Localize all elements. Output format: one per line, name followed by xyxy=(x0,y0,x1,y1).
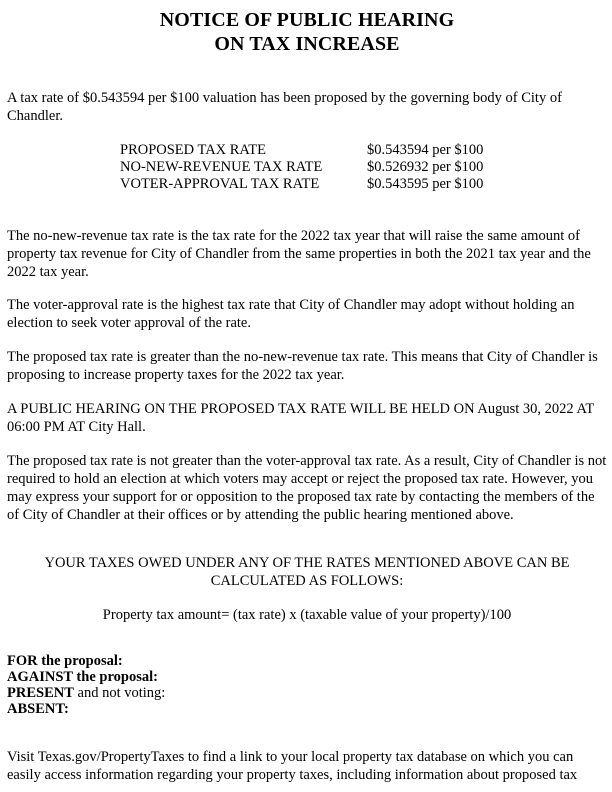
rate-row-no-new-revenue xyxy=(120,159,540,176)
vote-for xyxy=(7,653,607,669)
visit-paragraph: Visit Texas.gov/PropertyTaxes to find a link to your local property tax database on which you can easily access information regarding your property taxes, including information about proposed tax xyxy=(7,749,578,783)
vote-against xyxy=(7,669,607,685)
notice-page xyxy=(7,0,607,783)
rate-value: $0.543595 per $100 xyxy=(367,176,484,192)
intro-paragraph: A tax rate of $0.543594 per $100 valuation has been proposed by the governing body of City of Chandler. xyxy=(7,90,562,124)
vote-present-suffix: and not voting: xyxy=(73,685,166,701)
taxes-owed-heading: YOUR TAXES OWED UNDER ANY OF THE RATES MENTIONED ABOVE CAN BE CALCULATED AS FOLLOWS: xyxy=(44,555,570,589)
no-new-revenue-paragraph: The no-new-revenue tax rate is the tax rate for the 2022 tax year that will raise the same amount of property tax revenue for City of Chandler from the same properties in both the 2021 tax year and the 2022 tax year. xyxy=(7,228,591,280)
vote-against-label: AGAINST the proposal: xyxy=(7,669,158,685)
not-greater-paragraph: The proposed tax rate is not greater than the voter-approval tax rate. As a result, City of Chandler is not required to hold an election at which voters may accept or reject the proposed tax rate. However, you may express your support for or opposition to the proposed tax rate by contacting the members of the of City of Chandler at their offices or by attending the public hearing mentioned above. xyxy=(7,453,607,523)
public-hearing-paragraph: A PUBLIC HEARING ON THE PROPOSED TAX RATE WILL BE HELD ON August 30, 2022 AT 06:00 PM AT City Hall. xyxy=(7,401,594,435)
rate-name: VOTER-APPROVAL TAX RATE xyxy=(120,176,320,192)
rate-value: $0.526932 per $100 xyxy=(367,159,484,175)
rate-value: $0.543594 per $100 xyxy=(367,142,484,158)
rate-greater-paragraph: The proposed tax rate is greater than the no-new-revenue tax rate. This means that City of Chandler is proposing to increase property taxes for the 2022 tax year. xyxy=(7,349,598,383)
rate-row-proposed xyxy=(120,142,540,159)
vote-present-label: PRESENT xyxy=(7,685,74,701)
vote-absent xyxy=(7,701,607,717)
rate-name: PROPOSED TAX RATE xyxy=(120,142,267,158)
vote-absent-label: ABSENT: xyxy=(7,701,69,717)
tax-formula: Property tax amount= (tax rate) x (taxable value of your property)/100 xyxy=(102,607,512,623)
title-line-2: ON TAX INCREASE xyxy=(214,33,400,55)
vote-present xyxy=(7,685,607,701)
vote-for-label: FOR the proposal: xyxy=(7,653,123,669)
rate-name: NO-NEW-REVENUE TAX RATE xyxy=(120,159,323,175)
title-line-1: NOTICE OF PUBLIC HEARING xyxy=(159,9,455,31)
rates-table xyxy=(120,142,540,193)
vote-record xyxy=(7,653,607,717)
voter-approval-paragraph: The voter-approval rate is the highest tax rate that City of Chandler may adopt without holding an election to seek voter approval of the rate. xyxy=(7,297,575,331)
notice-title xyxy=(7,8,607,56)
rate-row-voter-approval xyxy=(120,176,540,193)
